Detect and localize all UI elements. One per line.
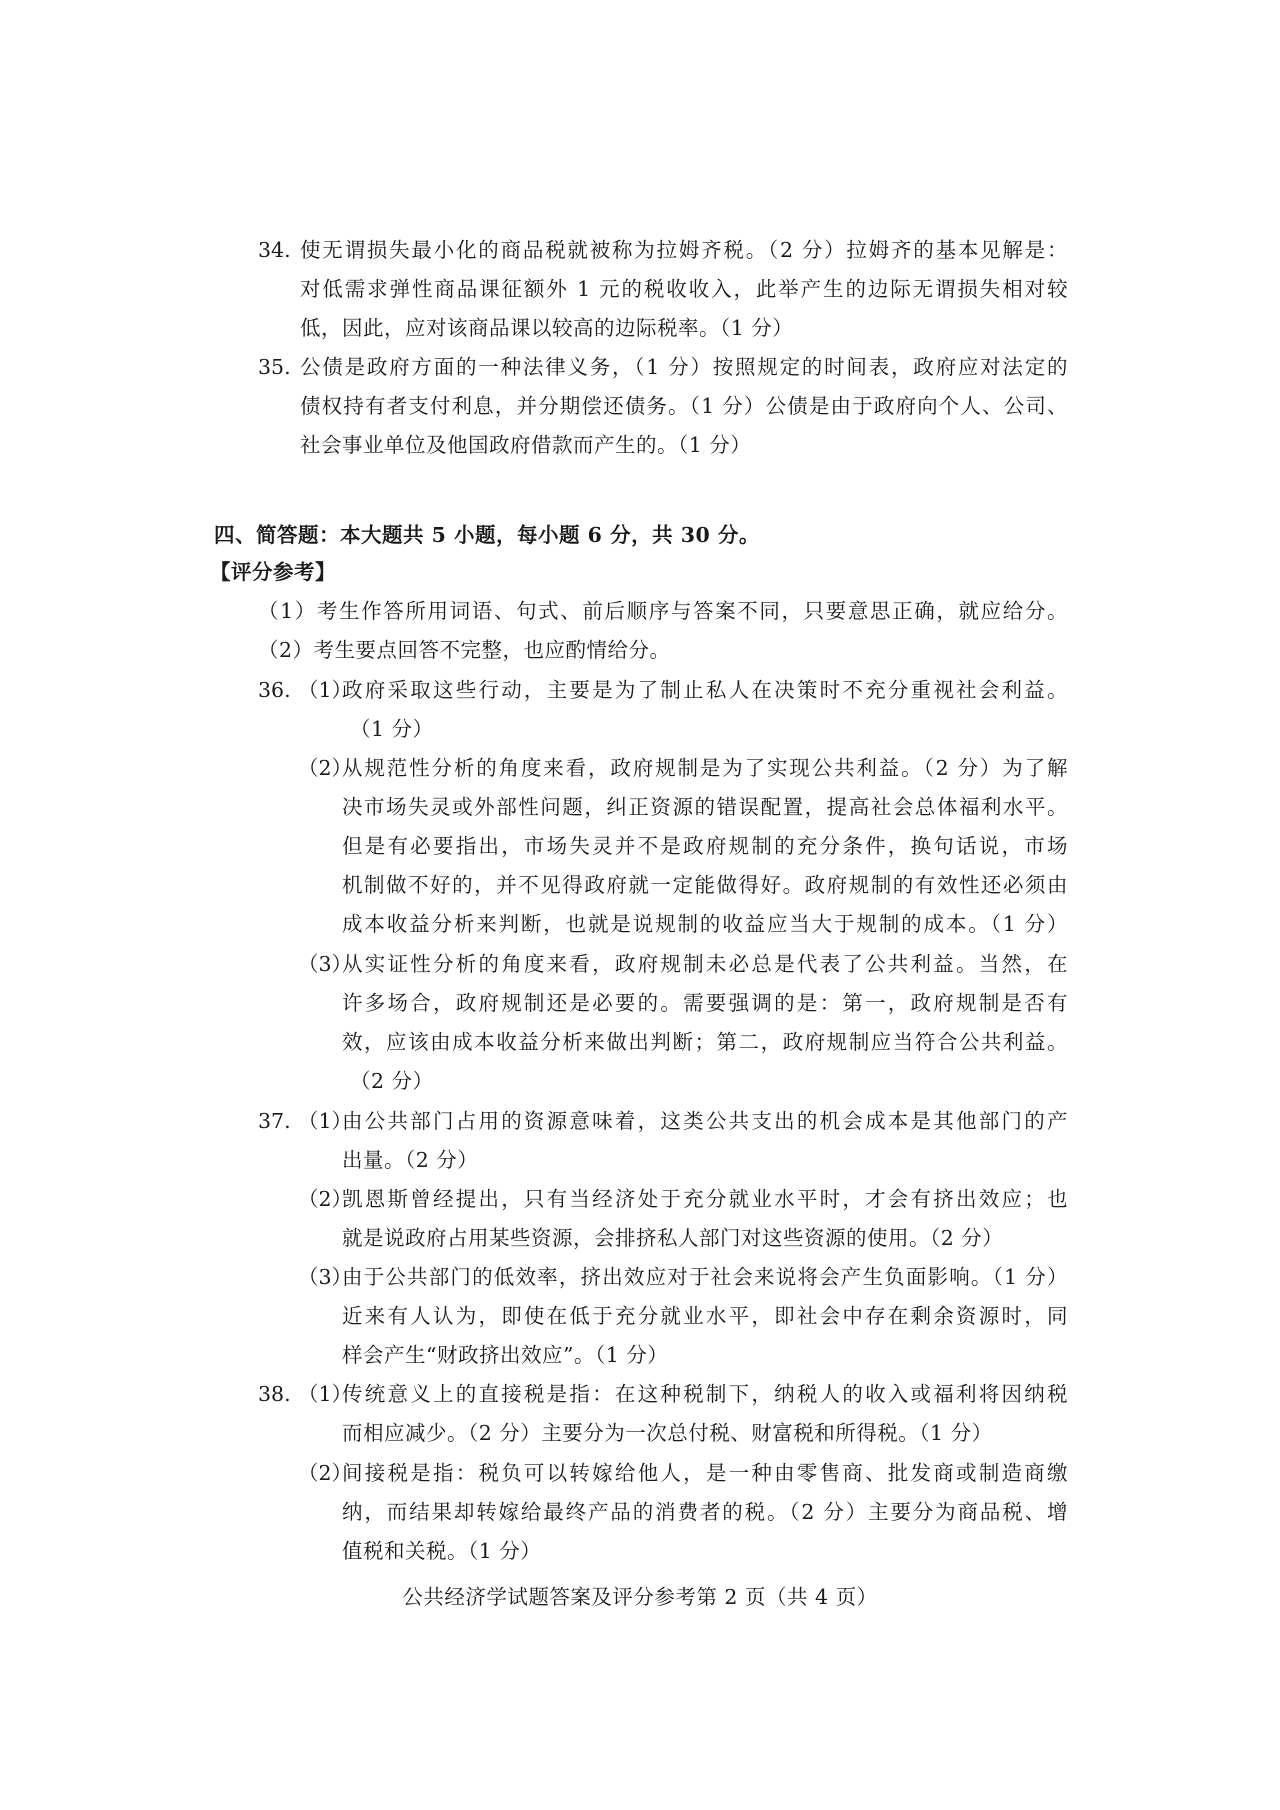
answer-line: 间接税是指：税负可以转嫁给他人，是一种由零售商、批发商或制造商缴 xyxy=(342,1461,1068,1485)
answer-line: 成本收益分析来判断，也就是说规制的收益应当大于规制的成本。（1 分） xyxy=(342,912,1068,936)
question-number: 38. xyxy=(258,1382,291,1406)
answer-line: 近来有人认为，即使在低于充分就业水平，即社会中存在剩余资源时，同 xyxy=(342,1304,1068,1328)
answer-line: 债权持有者支付利息，并分期偿还债务。（1 分）公债是由于政府向个人、公司、 xyxy=(300,394,1068,418)
part-label: （1） xyxy=(298,1382,353,1406)
answer-line: 值税和关税。（1 分） xyxy=(342,1539,542,1563)
answer-line: （1 分） xyxy=(350,717,434,741)
part-label: （3） xyxy=(298,1265,353,1289)
answer-line: 出量。（2 分） xyxy=(342,1148,479,1172)
question-number: 36. xyxy=(258,678,291,702)
answer-line: 凯恩斯曾经提出，只有当经济处于充分就业水平时，才会有挤出效应；也 xyxy=(342,1187,1068,1211)
part-label: （2） xyxy=(298,756,353,780)
answer-line: 使无谓损失最小化的商品税就被称为拉姆齐税。（2 分）拉姆齐的基本见解是： xyxy=(300,238,1068,262)
answer-line: 许多场合，政府规制还是必要的。需要强调的是：第一，政府规制是否有 xyxy=(342,991,1068,1015)
answer-line: 由公共部门占用的资源意味着，这类公共支出的机会成本是其他部门的产 xyxy=(342,1109,1068,1133)
answer-line: 纳，而结果却转嫁给最终产品的消费者的税。（2 分）主要分为商品税、增 xyxy=(342,1500,1068,1524)
answer-line: 从实证性分析的角度来看，政府规制未必总是代表了公共利益。当然，在 xyxy=(342,952,1068,976)
question-number: 35. xyxy=(258,355,291,379)
answer-line: 对低需求弹性商品课征额外 1 元的税收收入，此举产生的边际无谓损失相对较 xyxy=(300,277,1068,301)
answer-line: 公债是政府方面的一种法律义务，（1 分）按照规定的时间表，政府应对法定的 xyxy=(300,355,1068,379)
answer-line: 决市场失灵或外部性问题，纠正资源的错误配置，提高社会总体福利水平。 xyxy=(342,795,1068,819)
answer-line: 政府采取这些行动，主要是为了制止私人在决策时不充分重视社会利益。 xyxy=(342,678,1068,702)
answer-line: 低，因此，应对该商品课以较高的边际税率。（1 分） xyxy=(300,316,794,340)
answer-line: 社会事业单位及他国政府借款而产生的。（1 分） xyxy=(300,433,752,457)
part-label: （2） xyxy=(298,1187,353,1211)
rubric-item: （1）考生作答所用词语、句式、前后顺序与答案不同，只要意思正确，就应给分。 xyxy=(258,599,1068,623)
answer-line: （2 分） xyxy=(350,1069,434,1093)
section-heading: 四、简答题：本大题共 5 小题，每小题 6 分，共 30 分。 xyxy=(214,523,760,547)
question-number: 37. xyxy=(258,1109,291,1133)
question-number: 34. xyxy=(258,238,291,262)
answer-line: 就是说政府占用某些资源，会排挤私人部门对这些资源的使用。（2 分） xyxy=(342,1226,1004,1250)
answer-line: 从规范性分析的角度来看，政府规制是为了实现公共利益。（2 分）为了解 xyxy=(342,756,1068,780)
part-label: （1） xyxy=(298,1109,353,1133)
answer-line: 传统意义上的直接税是指：在这种税制下，纳税人的收入或福利将因纳税 xyxy=(342,1382,1068,1406)
rubric-item: （2）考生要点回答不完整，也应酌情给分。 xyxy=(258,638,671,662)
answer-line: 由于公共部门的低效率，挤出效应对于社会来说将会产生负面影响。（1 分） xyxy=(342,1265,1068,1289)
answer-line: 效，应该由成本收益分析来做出判断；第二，政府规制应当符合公共利益。 xyxy=(342,1030,1068,1054)
answer-line: 但是有必要指出，市场失灵并不是政府规制的充分条件，换句话说，市场 xyxy=(342,834,1068,858)
answer-line: 而相应减少。（2 分）主要分为一次总付税、财富税和所得税。（1 分） xyxy=(342,1421,993,1445)
part-label: （3） xyxy=(298,952,353,976)
rubric-title: 【评分参考】 xyxy=(210,560,336,584)
part-label: （1） xyxy=(298,678,353,702)
answer-line: 机制做不好的，并不见得政府就一定能做得好。政府规制的有效性还必须由 xyxy=(342,873,1068,897)
answer-line: 样会产生“财政挤出效应”。（1 分） xyxy=(342,1343,669,1367)
part-label: （2） xyxy=(298,1461,353,1485)
page-footer: 公共经济学试题答案及评分参考第 2 页（共 4 页） xyxy=(402,1585,878,1609)
